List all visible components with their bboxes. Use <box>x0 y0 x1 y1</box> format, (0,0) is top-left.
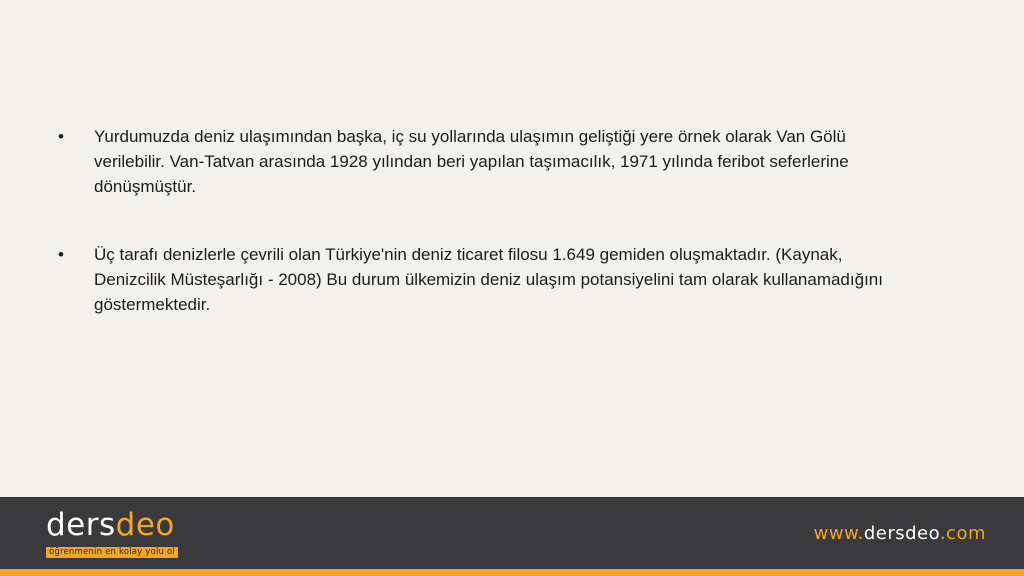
bullet-marker: • <box>58 127 64 146</box>
logo-part-deo: deo <box>115 507 175 543</box>
bullet-item <box>58 242 918 317</box>
bullet-item <box>58 124 918 199</box>
logo-part-ders: ders <box>46 507 116 543</box>
website-link[interactable] <box>814 523 986 544</box>
url-domain: dersdeo <box>863 523 940 544</box>
bullet-marker: • <box>58 245 64 264</box>
url-prefix: www. <box>813 523 864 544</box>
slide-content <box>58 124 918 317</box>
url-tld: .com <box>939 523 986 544</box>
logo-tagline: öğrenmenin en kolay yolu ol <box>46 547 178 558</box>
bullet-text: Üç tarafı denizlerle çevrili olan Türkiye'nin deniz ticaret filosu 1.649 gemiden oluşmaktadır. (Kaynak, Denizcilik Müsteşarlığı - 2008) Bu durum ülkemizin deniz ulaşım potansiyelini tam olarak kullanamadığını göstermektedir. <box>94 245 883 314</box>
logo-wordmark <box>46 507 178 543</box>
dersdeo-logo <box>46 507 178 559</box>
footer-accent-stripe <box>0 569 1024 576</box>
bullet-text: Yurdumuzda deniz ulaşımından başka, iç su yollarında ulaşımın geliştiği yere örnek olarak Van Gölü verilebilir. Van-Tatvan arasında 1928 yılından beri yapılan taşımacılık, 1971 yılında feribot seferlerine dönüşmüştür. <box>94 127 849 196</box>
